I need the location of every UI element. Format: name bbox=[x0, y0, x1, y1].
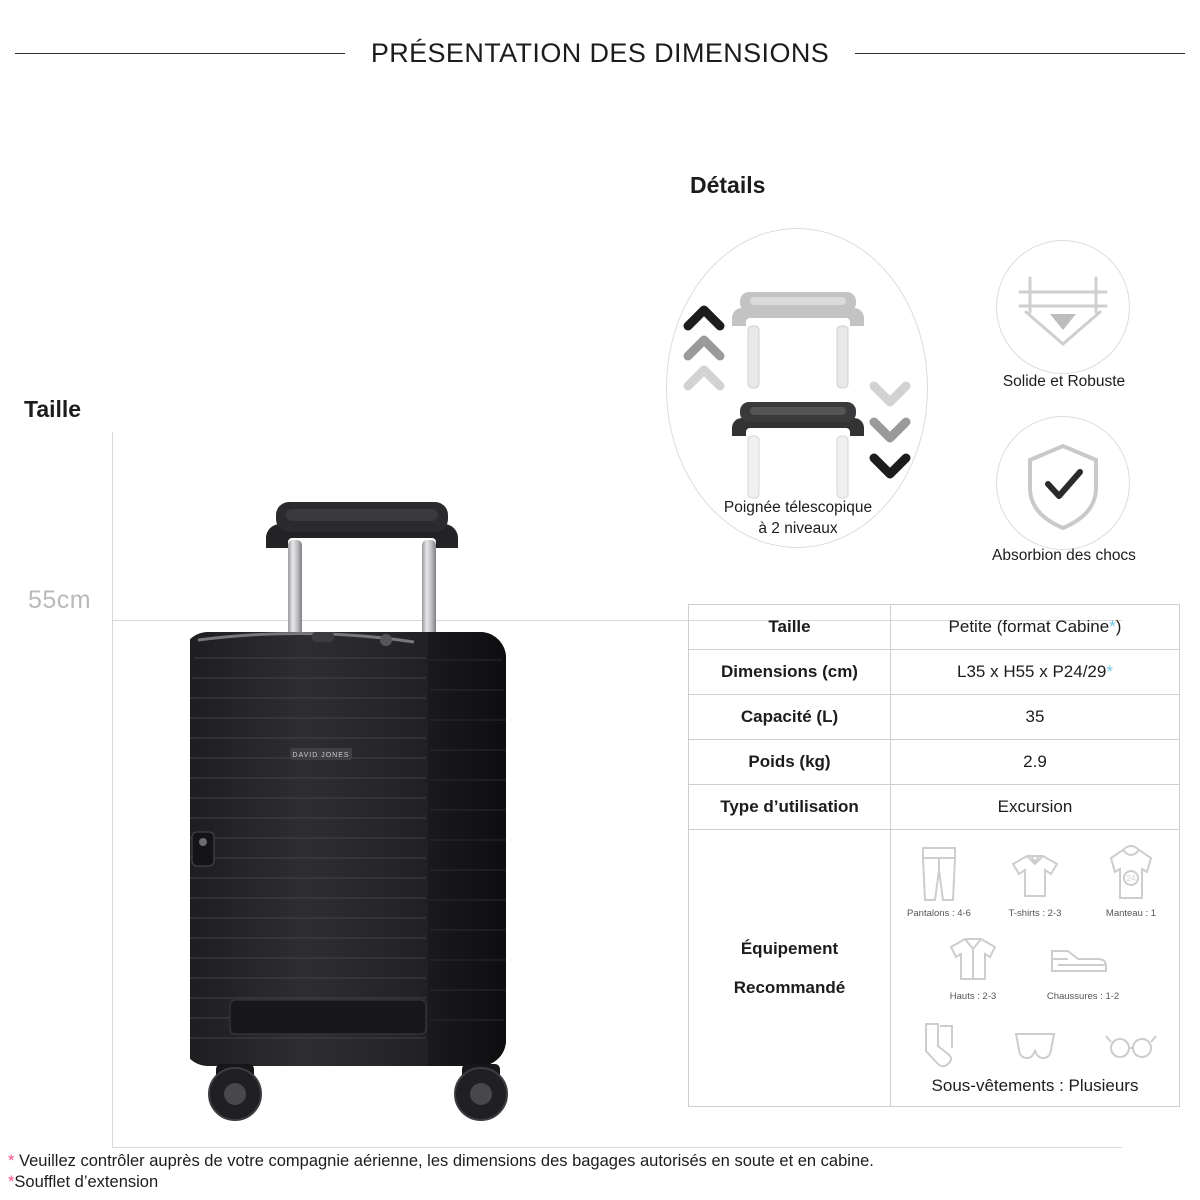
size-guide-vertical-line bbox=[112, 432, 113, 1147]
page-header bbox=[0, 38, 1200, 69]
header-rule-left bbox=[15, 53, 345, 54]
table-row bbox=[689, 740, 1180, 785]
equipment-label-shirt: Hauts : 2-3 bbox=[949, 991, 997, 1002]
footnote-1 bbox=[8, 1152, 1198, 1171]
equipment-row-4 bbox=[932, 1076, 1139, 1096]
spec-key-capacite: Capacité (L) bbox=[689, 695, 891, 740]
equipment-item-coat bbox=[1089, 840, 1173, 919]
equipment-item-shoes bbox=[1027, 923, 1139, 1002]
equipment-row-2 bbox=[931, 923, 1139, 1002]
equipment-item-pants bbox=[897, 840, 981, 919]
equipment-label-shoes: Chaussures : 1-2 bbox=[1046, 991, 1120, 1002]
suitcase-image bbox=[190, 480, 550, 1160]
detail-caption-sturdy: Solide et Robuste bbox=[1002, 373, 1126, 390]
equipment-row-1 bbox=[897, 840, 1173, 919]
equipment-row-3 bbox=[897, 1006, 1173, 1072]
detail-caption-handle-line1: Poignée télescopique bbox=[723, 499, 873, 516]
table-row bbox=[689, 650, 1180, 695]
spec-value-capacite: 35 bbox=[891, 695, 1180, 740]
detail-caption-handle bbox=[660, 498, 936, 540]
section-title-taille: Taille bbox=[24, 396, 82, 422]
equipement-label-line1: Équipement bbox=[740, 938, 839, 958]
bra-icon bbox=[1089, 1006, 1173, 1072]
footnotes bbox=[8, 1152, 1198, 1194]
table-row bbox=[689, 605, 1180, 650]
svg-text:24: 24 bbox=[1126, 874, 1136, 883]
equipment-label-tshirt: T-shirts : 2-3 bbox=[1008, 908, 1062, 919]
size-height-label: 55cm bbox=[28, 586, 92, 614]
equipment-label-underwear-group: Sous-vêtements : Plusieurs bbox=[931, 1076, 1139, 1095]
asterisk-dimensions: * bbox=[1106, 662, 1113, 681]
table-row-equipment bbox=[689, 830, 1180, 1107]
spec-key-dimensions: Dimensions (cm) bbox=[689, 650, 891, 695]
footnote-star-1: * bbox=[8, 1152, 15, 1170]
spec-value-dimensions-text: L35 x H55 x P24/29 bbox=[957, 662, 1107, 681]
table-row bbox=[689, 695, 1180, 740]
detail-caption-handle-line2: à 2 niveaux bbox=[758, 519, 838, 537]
specifications-table bbox=[688, 604, 1180, 1107]
spec-value-type-utilisation: Excursion bbox=[891, 785, 1180, 830]
coat-icon bbox=[1089, 840, 1173, 906]
page-title: PRÉSENTATION DES DIMENSIONS bbox=[370, 38, 830, 68]
socks-icon bbox=[897, 1006, 981, 1072]
pants-icon bbox=[897, 840, 981, 906]
section-title-details: Détails bbox=[690, 172, 766, 198]
spec-key-taille: Taille bbox=[689, 605, 891, 650]
tshirt-icon bbox=[993, 840, 1077, 906]
spec-value-equipement bbox=[891, 830, 1180, 1107]
spec-key-poids: Poids (kg) bbox=[689, 740, 891, 785]
equipment-item-bra bbox=[1089, 1006, 1173, 1072]
spec-key-type-utilisation: Type d’utilisation bbox=[689, 785, 891, 830]
shirt-icon bbox=[931, 923, 1015, 989]
detail-caption-shock: Absorbion des chocs bbox=[992, 547, 1136, 564]
equipment-label-pants: Pantalons : 4-6 bbox=[907, 908, 971, 919]
equipment-item-tshirt bbox=[993, 840, 1077, 919]
equipement-label-line2: Recommandé bbox=[733, 978, 846, 997]
footnote-2 bbox=[8, 1173, 1198, 1192]
sturdy-frame-icon bbox=[996, 240, 1130, 374]
spec-value-dimensions bbox=[891, 650, 1180, 695]
table-row bbox=[689, 785, 1180, 830]
spec-value-poids: 2.9 bbox=[891, 740, 1180, 785]
spec-value-taille bbox=[891, 605, 1180, 650]
equipment-item-underwear bbox=[993, 1006, 1077, 1072]
asterisk-taille: * bbox=[1109, 617, 1116, 636]
underwear-icon bbox=[993, 1006, 1077, 1072]
spec-key-equipement bbox=[689, 830, 891, 1107]
equipment-label-coat: Manteau : 1 bbox=[1105, 908, 1157, 919]
footnote-text-2: Soufflet d’extension bbox=[14, 1173, 159, 1191]
shoes-icon bbox=[1027, 923, 1139, 989]
equipment-item-socks bbox=[897, 1006, 981, 1072]
shield-check-icon bbox=[996, 416, 1130, 550]
svg-text:DAVID JONES: DAVID JONES bbox=[292, 752, 350, 759]
spec-value-taille-suffix: ) bbox=[1115, 617, 1122, 636]
equipment-item-shirt bbox=[931, 923, 1015, 1002]
footnote-star-2: * bbox=[8, 1173, 15, 1191]
footnote-text-1: Veuillez contrôler auprès de votre compagnie aérienne, les dimensions des bagages autorisés en soute et en cabine. bbox=[14, 1152, 874, 1170]
spec-value-taille-text: Petite (format Cabine bbox=[948, 617, 1110, 636]
header-rule-right bbox=[855, 53, 1185, 54]
